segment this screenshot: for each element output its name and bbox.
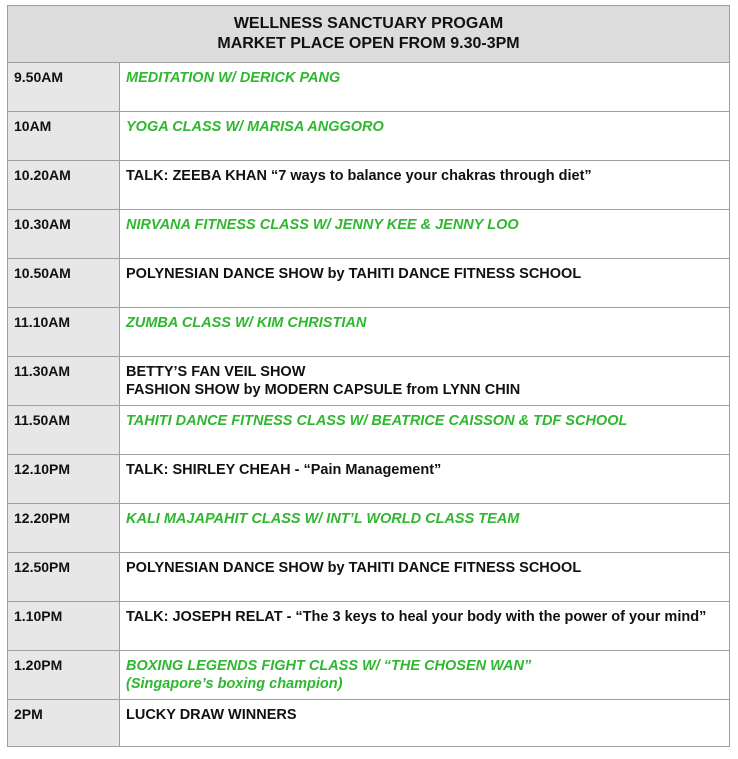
time-cell: 12.20PM <box>8 504 120 553</box>
event-cell <box>120 259 730 308</box>
event-text-line: TALK: JOSEPH RELAT - “The 3 keys to heal your body with the power of your mind” <box>126 609 707 625</box>
event-text-line: MEDITATION W/ DERICK PANG <box>126 70 341 86</box>
market-place-hours: MARKET PLACE OPEN FROM 9.30-3PM <box>217 35 520 52</box>
schedule-row <box>8 63 730 112</box>
time-cell: 10.20AM <box>8 161 120 210</box>
event-cell <box>120 161 730 210</box>
schedule-row <box>8 602 730 651</box>
time-cell: 9.50AM <box>8 63 120 112</box>
schedule-row <box>8 259 730 308</box>
time-cell: 1.10PM <box>8 602 120 651</box>
time-cell: 11.30AM <box>8 357 120 406</box>
time-cell: 12.50PM <box>8 553 120 602</box>
schedule-header <box>8 6 730 63</box>
class-event-cell <box>120 504 730 553</box>
event-cell <box>120 357 730 406</box>
time-cell: 10.50AM <box>8 259 120 308</box>
class-event-cell <box>120 63 730 112</box>
schedule-row <box>8 504 730 553</box>
program-schedule-table <box>7 5 730 747</box>
schedule-row <box>8 112 730 161</box>
event-text-line: YOGA CLASS W/ MARISA ANGGORO <box>126 119 384 135</box>
program-title: WELLNESS SANCTUARY PROGAM <box>233 15 504 32</box>
time-cell: 12.10PM <box>8 455 120 504</box>
class-event-cell <box>120 406 730 455</box>
schedule-row <box>8 308 730 357</box>
event-text-line: NIRVANA FITNESS CLASS W/ JENNY KEE & JENNY LOO <box>126 217 519 233</box>
time-cell: 11.50AM <box>8 406 120 455</box>
time-cell: 10AM <box>8 112 120 161</box>
event-cell <box>120 455 730 504</box>
event-text-line: BETTY’S FAN VEIL SHOW <box>126 364 306 380</box>
schedule-row <box>8 406 730 455</box>
time-cell: 1.20PM <box>8 651 120 700</box>
event-text-line: ZUMBA CLASS W/ KIM CHRISTIAN <box>126 315 367 331</box>
event-text-line: KALI MAJAPAHIT CLASS W/ INT’L WORLD CLASS TEAM <box>126 511 520 527</box>
event-text-line: LUCKY DRAW WINNERS <box>126 707 297 723</box>
class-event-cell <box>120 112 730 161</box>
schedule-row <box>8 357 730 406</box>
class-event-cell <box>120 210 730 259</box>
event-cell <box>120 602 730 651</box>
event-text-line: BOXING LEGENDS FIGHT CLASS W/ “THE CHOSEN WAN” <box>126 658 532 674</box>
event-text-line: POLYNESIAN DANCE SHOW by TAHITI DANCE FITNESS SCHOOL <box>126 560 582 576</box>
class-event-cell <box>120 308 730 357</box>
schedule-row <box>8 651 730 700</box>
schedule-row <box>8 161 730 210</box>
schedule-row <box>8 553 730 602</box>
time-cell: 11.10AM <box>8 308 120 357</box>
event-text-line: TAHITI DANCE FITNESS CLASS W/ BEATRICE CAISSON & TDF SCHOOL <box>126 413 628 429</box>
time-cell: 2PM <box>8 700 120 747</box>
schedule-row <box>8 210 730 259</box>
schedule-body <box>8 63 730 747</box>
event-cell <box>120 553 730 602</box>
schedule-row <box>8 700 730 747</box>
event-text-line: FASHION SHOW by MODERN CAPSULE from LYNN CHIN <box>126 382 521 398</box>
schedule-row <box>8 455 730 504</box>
event-cell <box>120 700 730 747</box>
event-text-line: TALK: ZEEBA KHAN “7 ways to balance your chakras through diet” <box>126 168 592 184</box>
event-text-line: TALK: SHIRLEY CHEAH - “Pain Management” <box>126 462 442 478</box>
event-text-line: POLYNESIAN DANCE SHOW by TAHITI DANCE FITNESS SCHOOL <box>126 266 582 282</box>
event-text-line: (Singapore’s boxing champion) <box>126 676 343 692</box>
class-event-cell <box>120 651 730 700</box>
schedule-header-row <box>8 6 730 63</box>
time-cell: 10.30AM <box>8 210 120 259</box>
